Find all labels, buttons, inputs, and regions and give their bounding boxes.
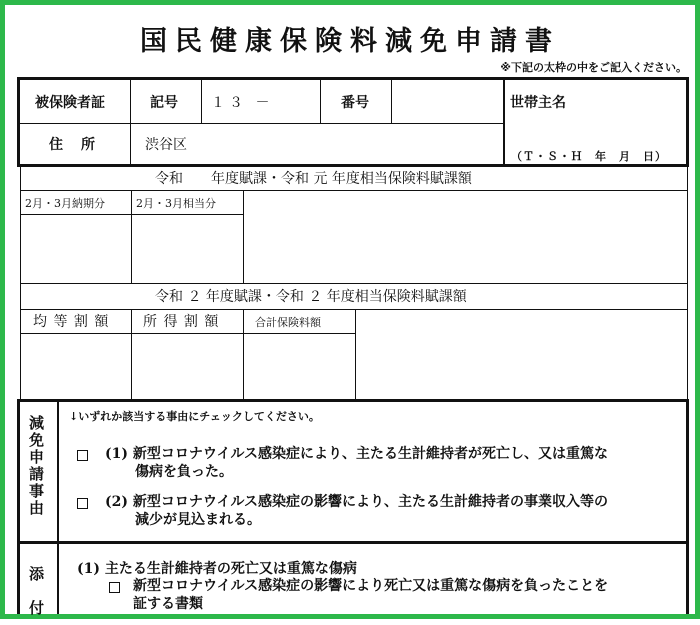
- section2-col-divider-1: [131, 309, 132, 399]
- reason-2-line1: (2) 新型コロナウイルス感染症の影響により、主たる生計維持者の事業収入等の: [105, 494, 609, 510]
- insured-cert-label: 被保険者証: [35, 95, 105, 111]
- attach-left-border: [17, 544, 20, 614]
- reason-1-checkbox[interactable]: [77, 450, 88, 461]
- section2-col-c-label: 合計保険料額: [255, 316, 321, 329]
- reasons-side-label-text: 減免申請事由: [28, 414, 44, 517]
- section1-heading: 令和 年度賦課・令和 元 年度相当保険料賦課額: [155, 171, 472, 187]
- form-title: 国民健康保険料減免申請書: [140, 26, 560, 57]
- reasons-top-border: [17, 399, 689, 402]
- section1-col-divider-1: [131, 190, 132, 283]
- reason-1-line2: 傷病を負った。: [135, 464, 233, 480]
- attach-item1-checkbox[interactable]: [109, 582, 120, 593]
- section1-col-a-label: 2月・3月納期分: [25, 197, 105, 210]
- header-top-border: [17, 77, 689, 80]
- reasons-left-border: [17, 399, 20, 544]
- section2-label-divider: [20, 333, 356, 334]
- householder-label: 世帯主名: [510, 95, 566, 111]
- section1-bottom-divider: [20, 283, 688, 284]
- application-form: [5, 5, 695, 617]
- section1-label-divider: [20, 214, 244, 215]
- attach-side-label-text: 添付: [28, 565, 44, 617]
- attach-label-divider: [57, 544, 59, 614]
- header-col-divider-1: [130, 77, 131, 165]
- attach-item1-line1: 新型コロナウイルス感染症の影響により死亡又は重篤な傷病を負ったことを: [133, 578, 609, 594]
- header-col-divider-3: [320, 77, 321, 123]
- header-col-divider-5: [503, 77, 505, 165]
- section2-col-a-label: 均 等 割 額: [33, 314, 110, 330]
- number-label: 番号: [341, 95, 369, 111]
- header-col-divider-2: [201, 77, 202, 123]
- header-col-divider-4: [391, 77, 392, 123]
- attach-right-border: [686, 544, 689, 614]
- section2-col-b-label: 所 得 割 額: [143, 314, 220, 330]
- section1-col-divider-2: [243, 190, 244, 283]
- section1-col-b-label: 2月・3月相当分: [136, 197, 216, 210]
- section2-col-divider-3: [355, 309, 356, 399]
- attach-item1-title: (1) 主たる生計維持者の死亡又は重篤な傷病: [77, 561, 357, 577]
- number-value-field[interactable]: [397, 95, 497, 113]
- reasons-label-divider: [57, 399, 59, 544]
- attach-side-label: [28, 557, 48, 625]
- address-value-field[interactable]: 渋谷区: [145, 137, 187, 153]
- reasons-right-border: [686, 399, 689, 544]
- section2-heading: 令和 ２ 年度賦課・令和 ２ 年度相当保険料賦課額: [155, 289, 467, 305]
- section2-heading-divider: [20, 309, 688, 310]
- reason-2-checkbox[interactable]: [77, 498, 88, 509]
- symbol-value-field[interactable]: １３ －: [211, 95, 274, 111]
- symbol-label: 記号: [150, 95, 178, 111]
- reasons-instruction: ↓いずれか該当する事由にチェックしてください。: [69, 410, 320, 423]
- header-row-divider: [17, 123, 504, 124]
- fill-instruction-note: ※下記の太枠の中をご記入ください。: [500, 61, 687, 74]
- address-label: 住 所: [49, 137, 97, 153]
- era-date-line: （Ｔ・Ｓ・Ｈ 年 月 日）: [511, 150, 667, 163]
- header-right-border: [686, 77, 689, 167]
- attach-item1-line2: 証する書類: [133, 596, 203, 612]
- section2-col-divider-2: [243, 309, 244, 399]
- section1-heading-divider: [20, 190, 688, 191]
- header-left-border: [17, 77, 20, 167]
- reason-2-line2: 減少が見込まれる。: [135, 512, 261, 528]
- reasons-bottom-border: [17, 541, 689, 544]
- reasons-side-label: [28, 415, 48, 517]
- reason-1-line1: (1) 新型コロナウイルス感染症により、主たる生計維持者が死亡し、又は重篤な: [105, 446, 609, 462]
